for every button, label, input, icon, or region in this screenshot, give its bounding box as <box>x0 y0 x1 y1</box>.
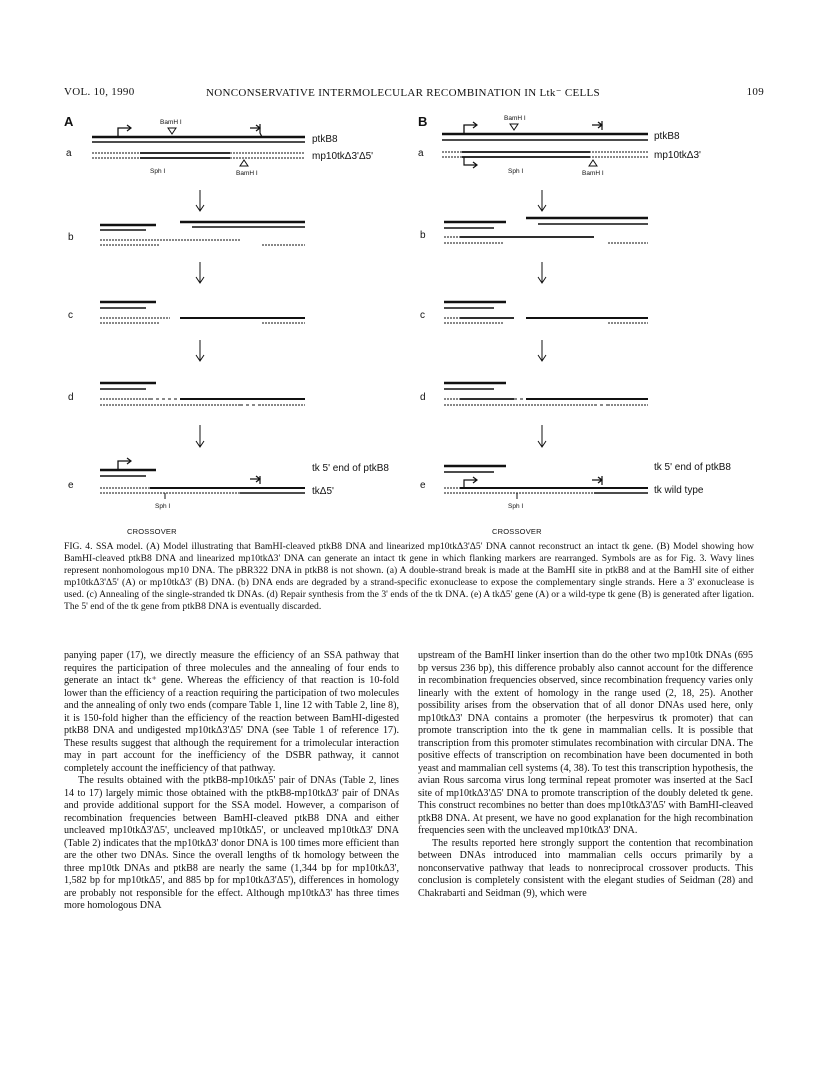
panel-a-result-site: Sph I <box>155 503 171 510</box>
panel-a-result-top: tk 5' end of ptkB8 <box>312 463 389 474</box>
panel-b-result-site: Sph I <box>508 503 524 510</box>
panel-b-bamh-top: BamH I <box>504 115 526 122</box>
volume-label: VOL. 10, 1990 <box>64 86 135 98</box>
panel-a-row-a: a <box>66 148 72 159</box>
bamh-site-marker-2 <box>240 160 248 166</box>
panel-b-row-c: c <box>420 310 425 321</box>
panel-a-bamh-top: BamH I <box>160 119 182 126</box>
panel-a-label-mp10: mp10tkΔ3'Δ5' <box>312 151 374 162</box>
running-title: NONCONSERVATIVE INTERMOLECULAR RECOMBINATION IN Ltk⁻ CELLS <box>206 87 600 99</box>
panel-a-label-ptkb8: ptkB8 <box>312 134 338 145</box>
panel-b <box>418 114 731 536</box>
panel-b-result-bottom: tk wild type <box>654 485 704 496</box>
panel-a-bamh-bottom: BamH I <box>236 170 258 177</box>
panel-b-letter: B <box>418 114 428 129</box>
body-column-left <box>64 650 399 913</box>
caption-text: SSA model. (A) Model illustrating that BamHI-cleaved ptkB8 DNA and linearized mp10tkΔ3'Δ5' DNA cannot reconstruct an intact tk gene. (B) Model showing how BamHI-cleaved ptkB8 DNA and linearized mp10tkΔ3' DNA can generate an intact tk gene in which flanking markers are rearranged. Symbols are as for Fig. 3. Wavy lines represent nonhomologous mp10 DNA. The pBR322 DNA in ptkB8 is not shown. (a) A double-strand break is made at the BamHI site in ptkB8 and at the BamHI site of either mp10tkΔ3'Δ5' (A) or mp10tkΔ3' (B) DNA. (b) DNA ends are degraded by a strand-specific exonuclease to expose the complementary single strands. Here a 3' exonuclease is used. (c) Annealing of the single-stranded tk DNAs. (d) Repair synthesis from the 3' ends of the tk DNA. (e) A tkΔ5' gene (A) or a wild-type tk gene (B) is generated after ligation. The 5' end of the tk gene from ptkB8 DNA is eventually discarded. <box>64 541 754 612</box>
panel-b-label-ptkb8: ptkB8 <box>654 131 680 142</box>
panel-b-row-a: a <box>418 148 424 159</box>
panel-b-sph-1: Sph I <box>508 168 524 175</box>
panel-b-row-d: d <box>420 392 426 403</box>
terminator-marker-icon <box>250 124 262 137</box>
panel-b-bamh-bottom: BamH I <box>582 170 604 177</box>
paragraph: upstream of the BamHI linker insertion than do the other two mp10tk DNAs (695 bp versus 236 bp), this difference probably also cannot account for the difference in recombination frequencies observed, since recombination frequency varies only linearly with the extent of homology in the range used (2, 18, 25). Another possibility arises from the observation that of all donor DNAs used here, only mp10tkΔ3' DNA contains a promoter (the herpesvirus tk promoter) that can promote transcription into the tk gene in mammalian cells. It is possible that transcription from this promoter stimulates recombination with circular DNA. The positive effects of transcription on recombination have been documented in both yeast and mammalian cell systems (4, 38). To test this transcription hypothesis, the avian Rous sarcoma virus long terminal repeat promoter was inserted at the SacI site of mp10tkΔ3'Δ5' DNA to promote transcription of the doubly deleted tk gene. This construct recombines no better than does mp10tkΔ3'Δ5' with BamHI-cleaved ptkB8 DNA. At present, we have no good explanation for the high recombination frequencies seen with the uncleaved mp10tkΔ3' DNA. <box>418 650 753 836</box>
panel-b-result-top: tk 5' end of ptkB8 <box>654 462 731 473</box>
panel-b-crossover: CROSSOVER <box>492 527 542 536</box>
panel-b-label-mp10: mp10tkΔ3' <box>654 150 701 161</box>
page-number: 109 <box>746 86 764 98</box>
panel-a-sph-1: Sph I <box>150 168 166 175</box>
paragraph: The results obtained with the ptkB8-mp10tkΔ5' pair of DNAs (Table 2, lines 14 to 17) largely mimic those obtained with the ptkB8-mp10tkΔ3' pair of DNAs and provide additional support for the SSA model. However, a comparison of recombination frequencies between BamHI-cleaved ptkB8 DNA and either uncleaved mp10tkΔ3'Δ5', uncleaved mp10tkΔ5', or uncleaved mp10tkΔ3' DNA (Table 2) indicates that the mp10tkΔ3' donor DNA is 100 times more efficient than are the other two DNAs. Since the overall lengths of tk homology between the three mp10tk DNAs and ptkB8 are nearly the same (1,344 bp for mp10tkΔ3', 1,582 bp for mp10tkΔ5', and 885 bp for mp10tkΔ3'Δ5'), differences in homology are probably not responsible for the effect. Although mp10tkΔ3' has three times more homologous DNA <box>64 775 399 911</box>
panel-a-row-e: e <box>68 480 74 491</box>
caption-label: FIG. 4. <box>64 541 93 552</box>
panel-a <box>64 114 389 536</box>
figure-caption <box>64 541 754 612</box>
panel-a-row-b: b <box>68 232 74 243</box>
panel-a-letter: A <box>64 114 74 129</box>
paragraph: panying paper (17), we directly measure the efficiency of an SSA pathway that requires the participation of three molecules and the annealing of four ends to generate an intact tk⁺ gene. Whereas the efficiency of that reaction is 10-fold lower than the efficiency of a reaction requiring the participation of two molecules and the annealing of only two ends (compare Table 1, line 12 with Table 2, line 8), it is 150-fold higher than the efficiency of the reaction between BamHI-digested ptkB8 DNA and undigested mp10tkΔ3'Δ5' DNA (see Table 1 of reference 17). These results suggest that although the requirement for a trimolecular interaction may in part account for the inefficiency of the DSBR pathway, it cannot completely account the inefficiency of that pathway. <box>64 650 399 774</box>
panel-a-result-bottom: tkΔ5' <box>312 486 334 497</box>
panel-b-row-e: e <box>420 480 426 491</box>
body-column-right <box>418 650 753 900</box>
panel-a-row-c: c <box>68 310 73 321</box>
panel-a-crossover: CROSSOVER <box>127 527 177 536</box>
paragraph: The results reported here strongly support the contention that recombination between DNAs introduced into mammalian cells occurs primarily by a nonconservative pathway that leads to nonreciprocal crossover products. This conclusion is completely consistent with the elegant studies of Seidman (28) and Chakrabarti and Seidman (9), which were <box>418 837 753 899</box>
panel-b-row-b: b <box>420 230 426 241</box>
bamh-site-marker <box>168 128 176 134</box>
panel-a-row-d: d <box>68 392 74 403</box>
